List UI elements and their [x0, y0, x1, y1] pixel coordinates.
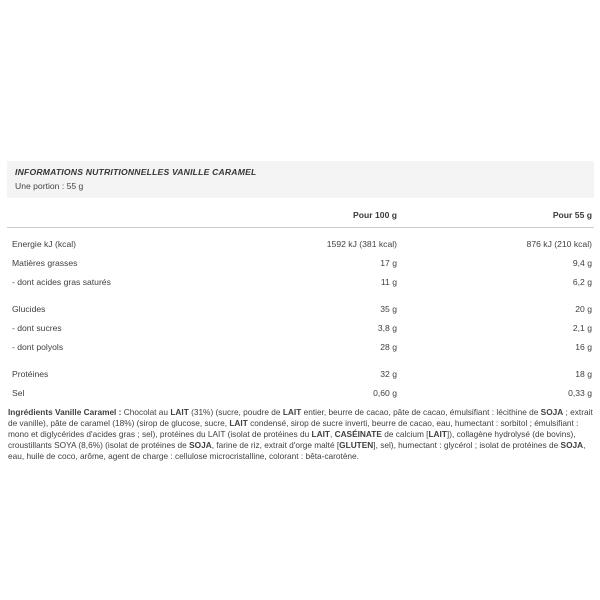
value-per-100g: 1592 kJ (381 kcal)	[326, 238, 397, 249]
table-row	[7, 272, 594, 291]
value-per-100g: 17 g	[380, 257, 397, 268]
portion-size: Une portion : 55 g	[15, 181, 84, 191]
value-per-100g: 0,60 g	[373, 387, 397, 398]
value-per-55g: 20 g	[575, 303, 592, 314]
ingredient-segment: entier, beurre de cacao, pâte de cacao, émulsifiant : lécithine de	[301, 407, 541, 417]
ingredient-allergen: LAIT	[170, 407, 189, 417]
nutrient-label: Sel	[12, 387, 25, 398]
ingredient-allergen: LAIT	[229, 417, 248, 428]
nutrition-title: INFORMATIONS NUTRITIONNELLES VANILLE CARAMEL	[15, 167, 257, 177]
table-row	[7, 318, 594, 337]
table-row	[7, 337, 594, 356]
table-row	[7, 253, 594, 272]
value-per-100g: 28 g	[380, 341, 397, 352]
ingredient-allergen: LAIT	[311, 428, 330, 439]
nutrient-label: - dont acides gras saturés	[12, 276, 111, 287]
value-per-100g: 11 g	[380, 276, 397, 287]
table-header-row	[7, 206, 594, 228]
value-per-55g: 6,2 g	[572, 276, 592, 287]
value-per-55g: 16 g	[575, 341, 592, 352]
value-per-55g: 876 kJ (210 kcal)	[526, 238, 592, 249]
nutrient-label: Energie kJ (kcal)	[12, 238, 76, 249]
value-per-55g: 0,33 g	[568, 387, 592, 398]
ingredient-segment: ], sel), humectant : glycérol ; isolat de protéines de	[373, 439, 561, 450]
value-per-55g: 9,4 g	[572, 257, 592, 268]
ingredient-allergen: SOJA	[189, 439, 212, 450]
ingredient-segment: condensé, sirop de sucre inverti, beurre de cacao, eau, humectant : sorbitol ; émulsifiant : mono et diglycérides d'acides gras ; sel), protéines du LAIT (isolat de protéines du	[8, 417, 579, 439]
ingredient-segment: de calcium [	[381, 428, 429, 439]
ingredient-segment: Chocolat au	[121, 407, 171, 417]
value-per-55g: 18 g	[575, 368, 592, 379]
nutrient-label: - dont polyols	[12, 341, 64, 352]
ingredient-allergen: SOJA	[560, 439, 584, 450]
column-header-per-55g: Pour 55 g	[552, 210, 592, 220]
nutrient-label: Matières grasses	[12, 257, 78, 268]
nutrient-label: - dont sucres	[12, 322, 62, 333]
ingredient-allergen: CASÉINATE	[334, 428, 382, 439]
ingredient-allergen: GLUTEN	[339, 439, 374, 450]
table-row	[7, 383, 594, 402]
ingredient-allergen: LAIT	[282, 407, 302, 417]
nutrition-rows	[7, 234, 594, 402]
nutrient-label: Glucides	[12, 303, 46, 314]
table-row	[7, 364, 594, 383]
column-header-per-100g: Pour 100 g	[353, 210, 397, 220]
ingredient-segment: ,	[329, 428, 335, 439]
ingredient-segment: (31%) (sucre, poudre de	[188, 407, 283, 417]
nutrition-table	[7, 206, 594, 402]
value-per-100g: 3,8 g	[377, 322, 397, 333]
ingredient-segment: ; extrait de vanille), pâte de caramel (18%) (sirop de glucose, sucre,	[8, 407, 593, 428]
ingredients-text	[7, 407, 594, 462]
nutrition-panel	[7, 161, 594, 470]
ingredient-segment: , farine de riz, extrait d'orge malté [	[211, 439, 340, 450]
table-row	[7, 234, 594, 253]
ingredient-segment: ]), collagène hydrolysé (de bovins), croustillants SOYA (8,6%) (isolat de protéines de	[8, 428, 576, 450]
table-row	[7, 299, 594, 318]
value-per-100g: 35 g	[380, 303, 397, 314]
ingredient-allergen: LAIT	[428, 428, 447, 439]
value-per-100g: 32 g	[380, 368, 397, 379]
nutrition-header-band	[7, 161, 594, 198]
ingredient-segment: , eau, huile de coco, arôme, agent de charge : cellulose microcristalline, colorant : bêta-carotène.	[8, 439, 586, 461]
value-per-55g: 2,1 g	[572, 322, 592, 333]
nutrient-label: Protéines	[12, 368, 49, 379]
ingredient-allergen: SOJA	[540, 407, 564, 417]
ingredient-allergen: Ingrédients Vanille Caramel :	[8, 407, 122, 417]
